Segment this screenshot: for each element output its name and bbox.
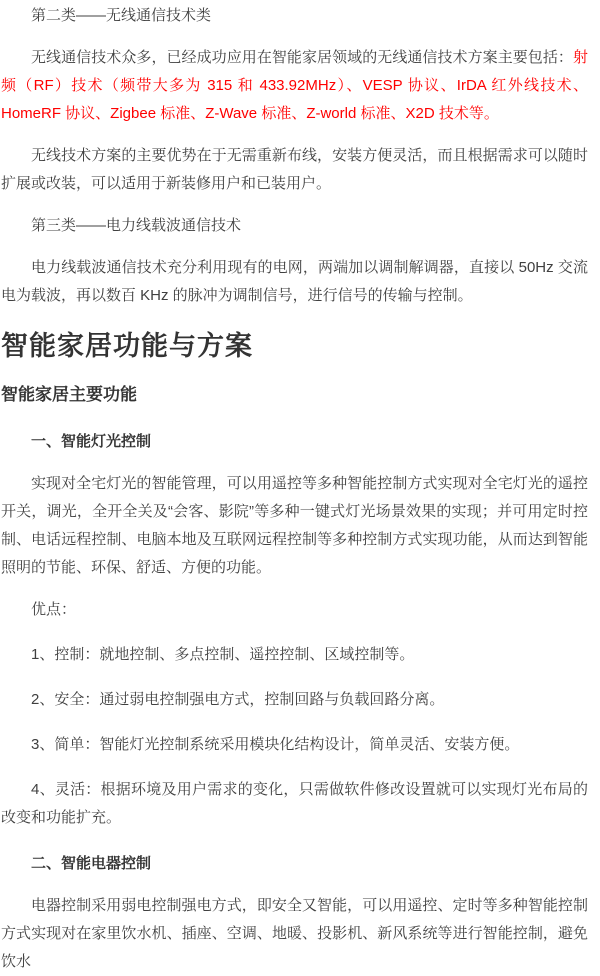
wireless-tech-list-highlight: 射频（RF）技术（频带大多为 315 和 433.92MHz）、VESP 协议、IrDA 红外线技术、HomeRF 协议、Zigbee 标准、Z-Wave 标准、Z-world 标准、X2D 技术等。 — [1, 49, 588, 122]
list-item-simplicity: 3、简单：智能灯光控制系统采用模块化结构设计，简单灵活、安装方便。 — [31, 736, 520, 753]
paragraph-lighting-description: 实现对全宅灯光的智能管理，可以用遥控等多种智能控制方式实现对全宅灯光的遥控开关，调光，全开全关及“会客、影院”等多种一键式灯光场景效果的实现；并可用定时控制、电话远程控制、电脑本地及互联网远程控制等多种控制方式实现功能，从而达到智能照明的节能、环保、舒适、方便的功能。 — [1, 475, 588, 576]
paragraph-category-2-title: 第二类——无线通信技术类 — [31, 7, 212, 24]
section-heading-main-functions: 智能家居主要功能 — [1, 385, 137, 404]
paragraph-appliance-description: 电器控制采用弱电控制强电方式，即安全又智能，可以用遥控、定时等多种智能控制方式实现对在家里饮水机、插座、空调、地暖、投影机、新风系统等进行智能控制，避免饮水 — [1, 897, 588, 970]
list-item-control: 1、控制：就地控制、多点控制、遥控控制、区域控制等。 — [31, 646, 415, 663]
subsection-heading-lighting-control: 一、智能灯光控制 — [31, 433, 152, 450]
list-item-safety: 2、安全：通过弱电控制强电方式，控制回路与负载回路分离。 — [31, 691, 445, 708]
paragraph-powerline-description: 电力线载波通信技术充分利用现有的电网，两端加以调制解调器，直接以 50Hz 交流电为载波，再以数百 KHz 的脉冲为调制信号，进行信号的传输与控制。 — [1, 259, 588, 304]
paragraph-wireless-tech-overview — [1, 44, 588, 128]
wireless-overview-lead: 无线通信技术众多，已经成功应用在智能家居领域的无线通信技术方案主要包括： — [31, 49, 573, 66]
list-item-flexibility: 4、灵活：根据环境及用户需求的变化，只需做软件修改设置就可以实现灯光布局的改变和功能扩充。 — [1, 781, 588, 826]
paragraph-wireless-advantages: 无线技术方案的主要优势在于无需重新布线，安装方便灵活，而且根据需求可以随时扩展或改装，可以适用于新装修用户和已装用户。 — [1, 147, 588, 192]
paragraph-category-3-title: 第三类——电力线载波通信技术 — [31, 217, 242, 234]
paragraph-advantages-label: 优点： — [31, 601, 77, 618]
page-title: 智能家居功能与方案 — [1, 331, 253, 361]
subsection-heading-appliance-control: 二、智能电器控制 — [31, 855, 152, 872]
